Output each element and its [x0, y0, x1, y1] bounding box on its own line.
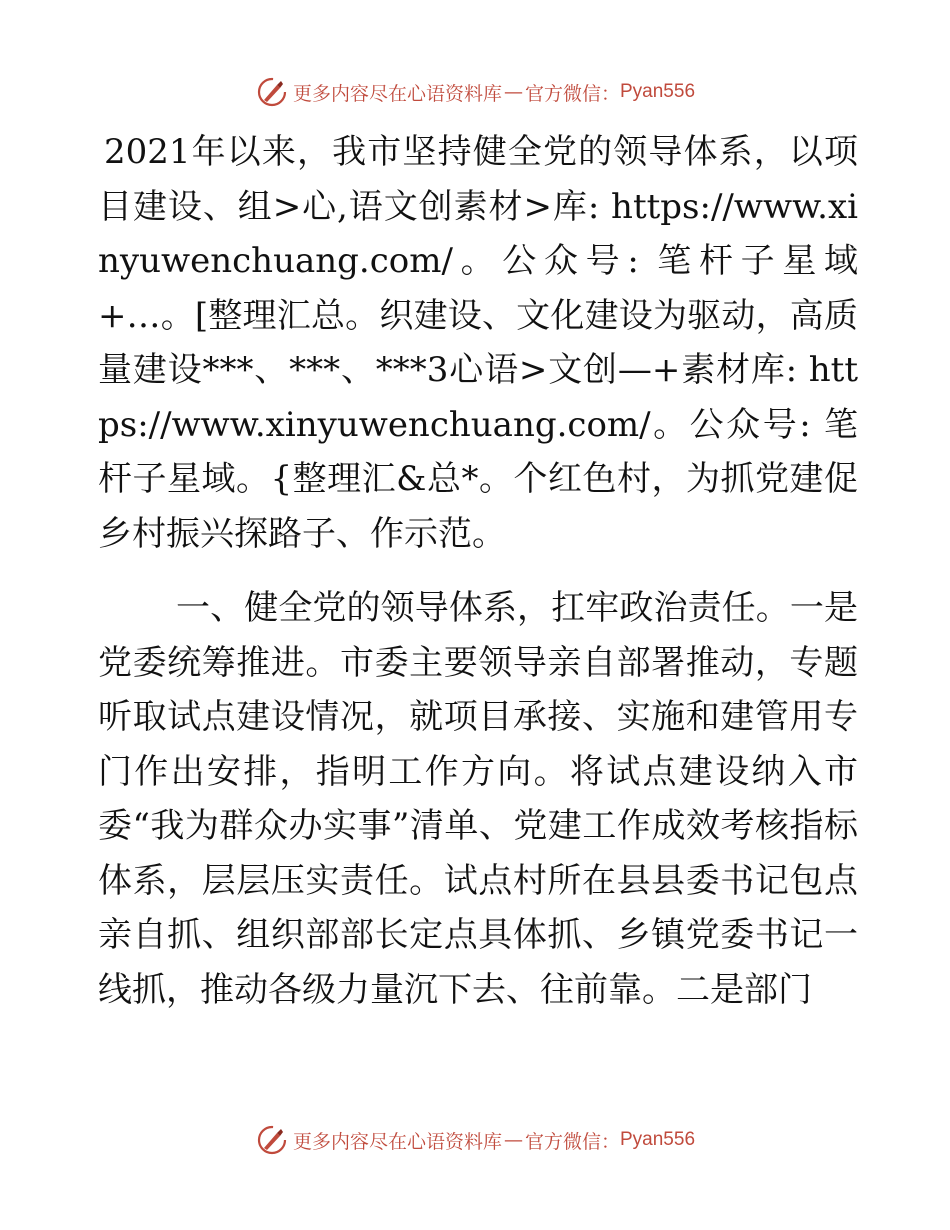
document-body: [98, 125, 858, 1017]
footer-brand: 更多内容尽在心语资料库: [292, 1130, 502, 1153]
header-dash: —: [503, 81, 523, 103]
paragraph-intro: 2021年以来，我市坚持健全党的领导体系，以项目建设、组>心,语文创素材>库: https://www.xinyuwenchuang.com/。公众号: 笔杆子星域+…。[整理汇总。织建设、文化建设为驱动，高质量建设***、***、***3心语>文创—+素材库: https://www.xinyuwenchuang.com/。公众号: 笔杆子星域。{整理汇&总*。个红色村，为抓党建促乡村振兴探路子、作示范。: [98, 132, 858, 554]
footer-official-label: 官方微信：: [524, 1130, 620, 1153]
header-brand: 更多内容尽在心语资料库: [292, 82, 502, 105]
footer-banner: [0, 1120, 950, 1160]
paragraph-section-one: 一、健全党的领导体系，扛牢政治责任。一是党委统筹推进。市委主要领导亲自部署推动，专题听取试点建设情况，就项目承接、实施和建管用专门作出安排，指明工作方向。将试点建设纳入市委“我为群众办实事”清单、党建工作成效考核指标体系，层层压实责任。试点村所在县县委书记包点亲自抓、组织部部长定点具体抓、乡镇党委书记一线抓，推动各级力量沉下去、往前靠。二是部门: [98, 588, 858, 1010]
pen-swirl-logo-icon: [255, 1123, 289, 1157]
footer-dash: —: [503, 1129, 523, 1151]
header-official-label: 官方微信：: [524, 82, 620, 105]
footer-wechat-id: Pyan556: [620, 1129, 696, 1150]
pen-swirl-logo-icon: [255, 75, 289, 109]
header-wechat-id: Pyan556: [620, 81, 696, 102]
header-banner: [0, 72, 950, 112]
